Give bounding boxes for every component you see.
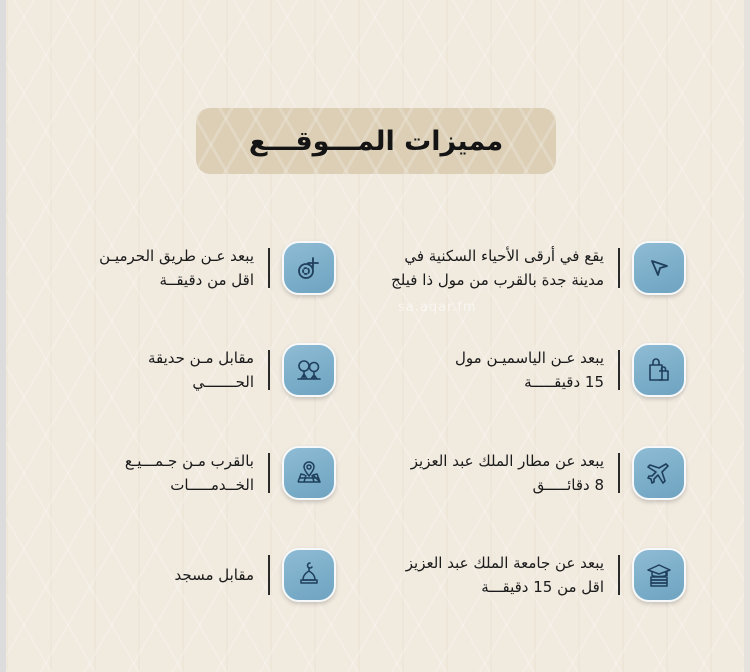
feature-text — [455, 346, 604, 394]
divider — [618, 248, 620, 288]
airplane-icon — [632, 446, 686, 500]
title-banner — [196, 108, 556, 174]
feature-text — [391, 244, 604, 292]
feature-line-2: 15 دقيقـــــة — [524, 373, 604, 391]
map-pin-icon — [282, 446, 336, 500]
feature-line-1: يقع في أرقى الأحياء السكنية في — [404, 247, 604, 265]
watermark: sa.aqar.fm — [398, 300, 477, 315]
feature-line-1: مقابل مـن حديقة — [147, 349, 254, 367]
feature-text — [411, 449, 604, 497]
divider — [618, 555, 620, 595]
feature-text — [148, 346, 254, 394]
divider — [618, 350, 620, 390]
navigation-arrow-icon — [632, 241, 686, 295]
feature-line-1: يبعد عن مطار الملك عبد العزيز — [410, 452, 604, 470]
feature-line-1: يبعد عـن الياسميـن مول — [455, 349, 604, 367]
feature-text — [99, 244, 254, 292]
divider — [618, 453, 620, 493]
graduation-books-icon — [632, 548, 686, 602]
feature-line-2: الخــدمـــــات — [170, 476, 254, 494]
feature-line-2: اقل من دقيقــة — [159, 271, 254, 289]
feature-line-1: بالقرب مـن جـمـــيـع — [124, 452, 254, 470]
feature-text — [175, 563, 254, 587]
feature-line-2: الحـــــــي — [192, 373, 254, 391]
feature-location — [356, 238, 686, 298]
road-route-icon — [282, 241, 336, 295]
right-edge — [744, 0, 750, 672]
page-title: مميزات المـــوقـــع — [248, 125, 504, 157]
feature-line-1: مقابل مسجد — [174, 566, 254, 584]
feature-line-2: اقل من 15 دقيقـــة — [481, 578, 604, 596]
feature-line-1: يبعد عن جامعة الملك عبد العزيز — [405, 554, 604, 572]
feature-haramain-road — [6, 238, 336, 298]
mosque-icon — [282, 548, 336, 602]
feature-text — [125, 449, 254, 497]
feature-services — [6, 443, 336, 503]
feature-park — [6, 340, 336, 400]
feature-line-1: يبعد عـن طريق الحرميـن — [99, 247, 254, 265]
feature-line-2: مدينة جدة بالقرب من مول ذا فيلج — [391, 271, 604, 289]
feature-text — [406, 551, 604, 599]
feature-university — [356, 545, 686, 605]
trees-icon — [282, 343, 336, 397]
divider — [268, 350, 270, 390]
shopping-bags-icon — [632, 343, 686, 397]
divider — [268, 453, 270, 493]
feature-airport — [356, 443, 686, 503]
divider — [268, 248, 270, 288]
feature-mosque — [6, 545, 336, 605]
feature-yasmeen-mall — [356, 340, 686, 400]
divider — [268, 555, 270, 595]
feature-line-2: 8 دقائـــــق — [532, 476, 604, 494]
